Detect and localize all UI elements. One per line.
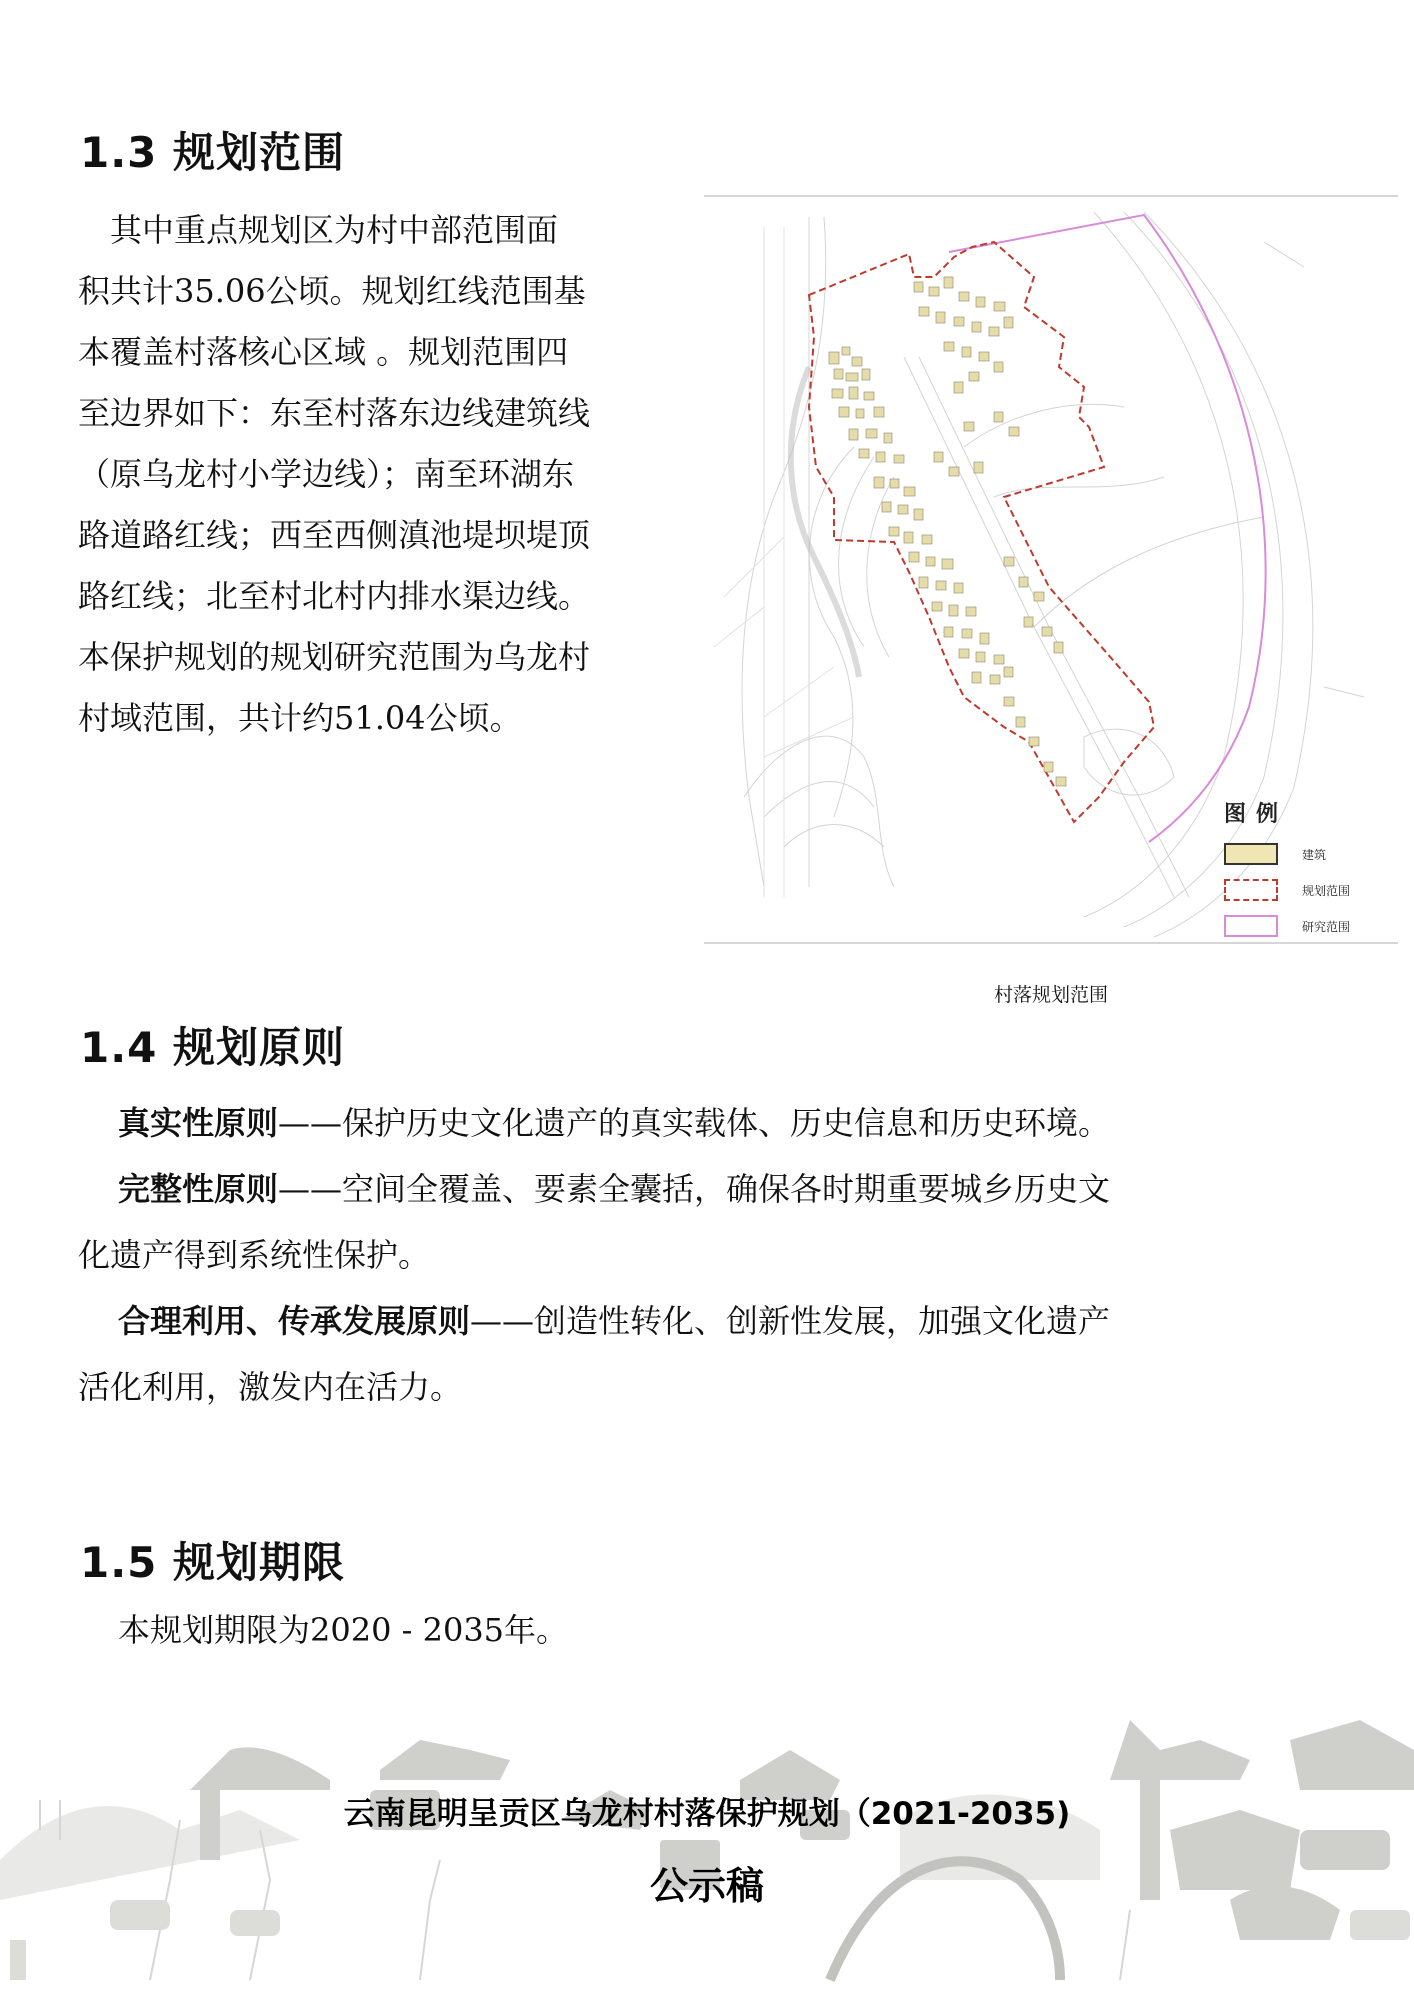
scope-line: 本保护规划的规划研究范围为乌龙村 — [78, 638, 591, 676]
principle-integrity — [78, 1156, 1110, 1222]
principle-text: 保护历史文化遗产的真实载体、历史信息和历史环境。 — [342, 1104, 1111, 1142]
scope-line: 路红线；北至村北村内排水渠边线。 — [78, 577, 591, 615]
footer-banner — [0, 1680, 1414, 2000]
planning-scope-swatch-icon — [1224, 879, 1278, 901]
scope-line: 至边界如下：东至村落东边线建筑线 — [78, 394, 591, 432]
principle-title: 合理利用、传承发展原则 — [118, 1302, 471, 1340]
scope-line: 路道路红线；西至西侧滇池堤坝堤顶 — [78, 516, 591, 554]
scope-line: 村域范围，共计约51.04公顷。 — [78, 699, 522, 737]
principle-integrity-continued: 化遗产得到系统性保护。 — [78, 1236, 431, 1274]
legend-item-study-scope — [1224, 908, 1394, 944]
period-text: 本规划期限为2020 - 2035年。 — [118, 1611, 569, 1649]
building-swatch-icon — [1224, 843, 1278, 865]
principle-authenticity — [78, 1090, 1110, 1156]
section-heading-1-3: 1.3 规划范围 — [80, 128, 346, 177]
scope-paragraph — [78, 200, 590, 749]
scope-line: 其中重点规划区为村中部范围面 — [78, 211, 559, 249]
scope-line: 本覆盖村落核心区域 。规划范围四 — [78, 333, 569, 371]
principle-title: 完整性原则 — [118, 1170, 279, 1208]
planning-boundary — [809, 242, 1154, 822]
scope-line: （原乌龙村小学边线）；南至环湖东 — [78, 455, 575, 493]
principle-dash: —— — [278, 1170, 343, 1208]
building-footprints — [829, 277, 1066, 786]
legend-label: 研究范围 — [1302, 919, 1351, 934]
principle-text: 空间全覆盖、要素全囊括，确保各时期重要城乡历史文 — [342, 1170, 1111, 1208]
scope-line: 积共计35.06公顷。规划红线范围基 — [78, 272, 586, 310]
legend-item-building — [1224, 836, 1394, 872]
legend-title: 图例 — [1224, 802, 1289, 827]
principle-dash: —— — [278, 1104, 343, 1142]
village-planning-map — [704, 195, 1398, 944]
principle-dash: —— — [470, 1302, 535, 1340]
figure-caption: 村落规划范围 — [993, 984, 1108, 1006]
principle-title: 真实性原则 — [118, 1104, 279, 1142]
legend-item-planning-scope — [1224, 872, 1394, 908]
principle-utilization — [78, 1288, 1110, 1354]
legend-label: 规划范围 — [1302, 883, 1351, 898]
legend-label: 建筑 — [1302, 847, 1327, 862]
principle-utilization-continued: 活化利用，激发内在活力。 — [78, 1368, 463, 1406]
section-heading-1-4: 1.4 规划原则 — [80, 1023, 346, 1072]
map-legend — [1224, 797, 1394, 944]
study-scope-swatch-icon — [1224, 915, 1278, 937]
ink-village-illustration — [0, 1680, 1414, 2000]
section-heading-1-5: 1.5 规划期限 — [80, 1538, 346, 1587]
document-title: 云南昆明呈贡区乌龙村村落保护规划（2021-2035) — [343, 1796, 1071, 1832]
principles-list — [78, 1090, 1110, 1420]
document-status: 公示稿 — [649, 1864, 764, 1908]
principle-text: 创造性转化、创新性发展，加强文化遗产 — [534, 1302, 1111, 1340]
